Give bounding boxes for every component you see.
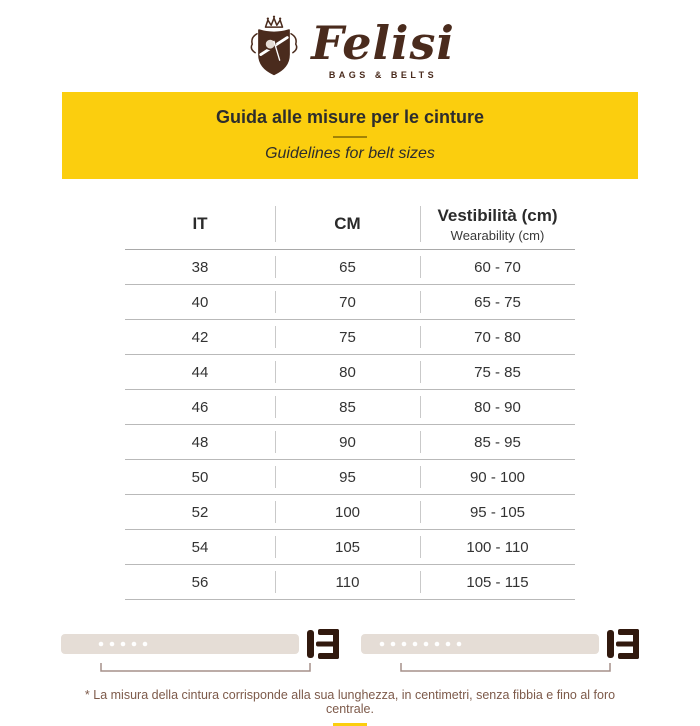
banner-title-italian: Guida alle misure per le cinture	[215, 107, 485, 127]
brand-name: Felisi	[311, 16, 455, 70]
table-row	[125, 250, 575, 285]
cell-cm: 100	[275, 495, 420, 529]
cell-it: 44	[191, 363, 209, 381]
cell-fit: 90 - 100	[420, 460, 575, 494]
belt-measure-right-icon	[360, 627, 640, 677]
cell-cm: 110	[275, 565, 420, 599]
cell-fit: 75 - 85	[420, 355, 575, 389]
cell-cm: 90	[275, 425, 420, 459]
cell-it: 50	[191, 468, 209, 486]
column-header-wearability-en: Wearability (cm)	[450, 227, 545, 243]
table-row	[125, 390, 575, 425]
heraldic-crest-icon	[245, 13, 303, 81]
table-row	[125, 530, 575, 565]
table-header-row	[125, 204, 575, 250]
cell-cm: 95	[275, 460, 420, 494]
cell-fit: 95 - 105	[420, 495, 575, 529]
table-row	[125, 285, 575, 320]
cell-fit: 65 - 75	[420, 285, 575, 319]
cell-cm: 75	[275, 320, 420, 354]
banner-divider	[333, 136, 367, 138]
table-row	[125, 355, 575, 390]
cell-it: 46	[191, 398, 209, 416]
cell-fit: 80 - 90	[420, 390, 575, 424]
table-row	[125, 495, 575, 530]
cell-it: 38	[191, 258, 209, 276]
belt-measure-left-icon	[60, 627, 340, 677]
table-row	[125, 320, 575, 355]
cell-it: 56	[191, 573, 209, 591]
table-row	[125, 460, 575, 495]
cell-it: 54	[191, 538, 209, 556]
cell-cm: 85	[275, 390, 420, 424]
measurement-footnote: * La misura della cintura corrisponde alla sua lunghezza, in centimetri, senza fibbia e fino al foro centrale.	[84, 688, 616, 716]
belt-illustrations	[0, 627, 700, 677]
cell-fit: 105 - 115	[420, 565, 575, 599]
cell-it: 40	[191, 293, 209, 311]
column-header-wearability	[420, 206, 575, 243]
column-header-it: IT	[192, 214, 208, 233]
brand-logo	[0, 0, 700, 81]
cell-it: 52	[191, 503, 209, 521]
table-row	[125, 565, 575, 600]
cell-it: 42	[191, 328, 209, 346]
cell-cm: 80	[275, 355, 420, 389]
cell-fit: 100 - 110	[420, 530, 575, 564]
cell-cm: 105	[275, 530, 420, 564]
banner-title-english: Guidelines for belt sizes	[265, 145, 435, 162]
cell-cm: 65	[275, 250, 420, 284]
column-header-wearability-it: Vestibilità (cm)	[437, 205, 558, 225]
cell-fit: 70 - 80	[420, 320, 575, 354]
belt-size-table	[125, 204, 575, 600]
cell-fit: 60 - 70	[420, 250, 575, 284]
column-header-cm: CM	[275, 214, 420, 234]
brand-tagline: BAGS & BELTS	[328, 70, 438, 81]
cell-cm: 70	[275, 285, 420, 319]
cell-it: 48	[191, 433, 209, 451]
table-row	[125, 425, 575, 460]
cell-fit: 85 - 95	[420, 425, 575, 459]
size-guide-banner	[62, 92, 638, 179]
